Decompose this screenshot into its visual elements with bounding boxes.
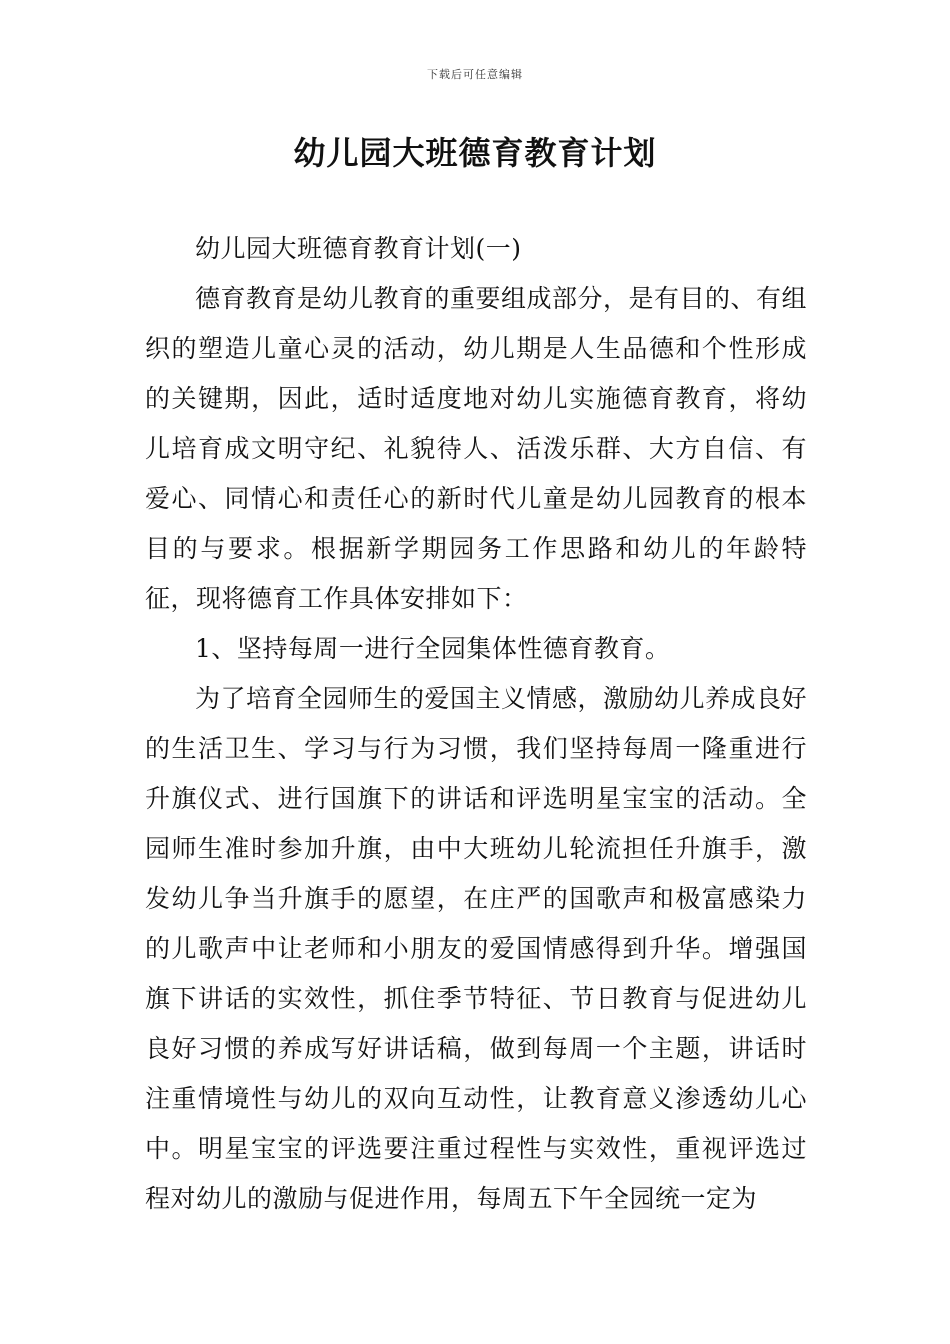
paragraph: 为了培育全园师生的爱国主义情感，激励幼儿养成良好的生活卫生、学习与行为习惯，我们坚持每周一隆重进行升旗仪式、进行国旗下的讲话和评选明星宝宝的活动。全园师生准时参加升旗，由中大班幼儿轮流担任升旗手，激发幼儿争当升旗手的愿望，在庄严的国歌声和极富感染力的儿歌声中让老师和小朋友的爱国情感得到升华。增强国旗下讲话的实效性，抓住季节特征、节日教育与促进幼儿良好习惯的养成写好讲话稿，做到每周一个主题，讲话时注重情境性与幼儿的双向互动性，让教育意义渗透幼儿心中。明星宝宝的评选要注重过程性与实效性，重视评选过程对幼儿的激励与促进作用，每周五下午全园统一定为: [145, 684, 808, 1213]
paragraph: 德育教育是幼儿教育的重要组成部分，是有目的、有组织的塑造儿童心灵的活动，幼儿期是人生品德和个性形成的关键期，因此，适时适度地对幼儿实施德育教育，将幼儿培育成文明守纪、礼貌待人、活泼乐群、大方自信、有爱心、同情心和责任心的新时代儿童是幼儿园教育的根本目的与要求。根据新学期园务工作思路和幼儿的年龄特征，现将德育工作具体安排如下：: [145, 284, 808, 613]
document-body: [145, 224, 807, 1224]
document-title: 幼儿园大班德育教育计划: [293, 134, 657, 172]
header-note: 下载后可任意编辑: [427, 68, 523, 81]
list-item-heading: 1、坚持每周一进行全园集体性德育教育。: [195, 634, 671, 663]
section-heading: 幼儿园大班德育教育计划(一): [195, 234, 522, 263]
